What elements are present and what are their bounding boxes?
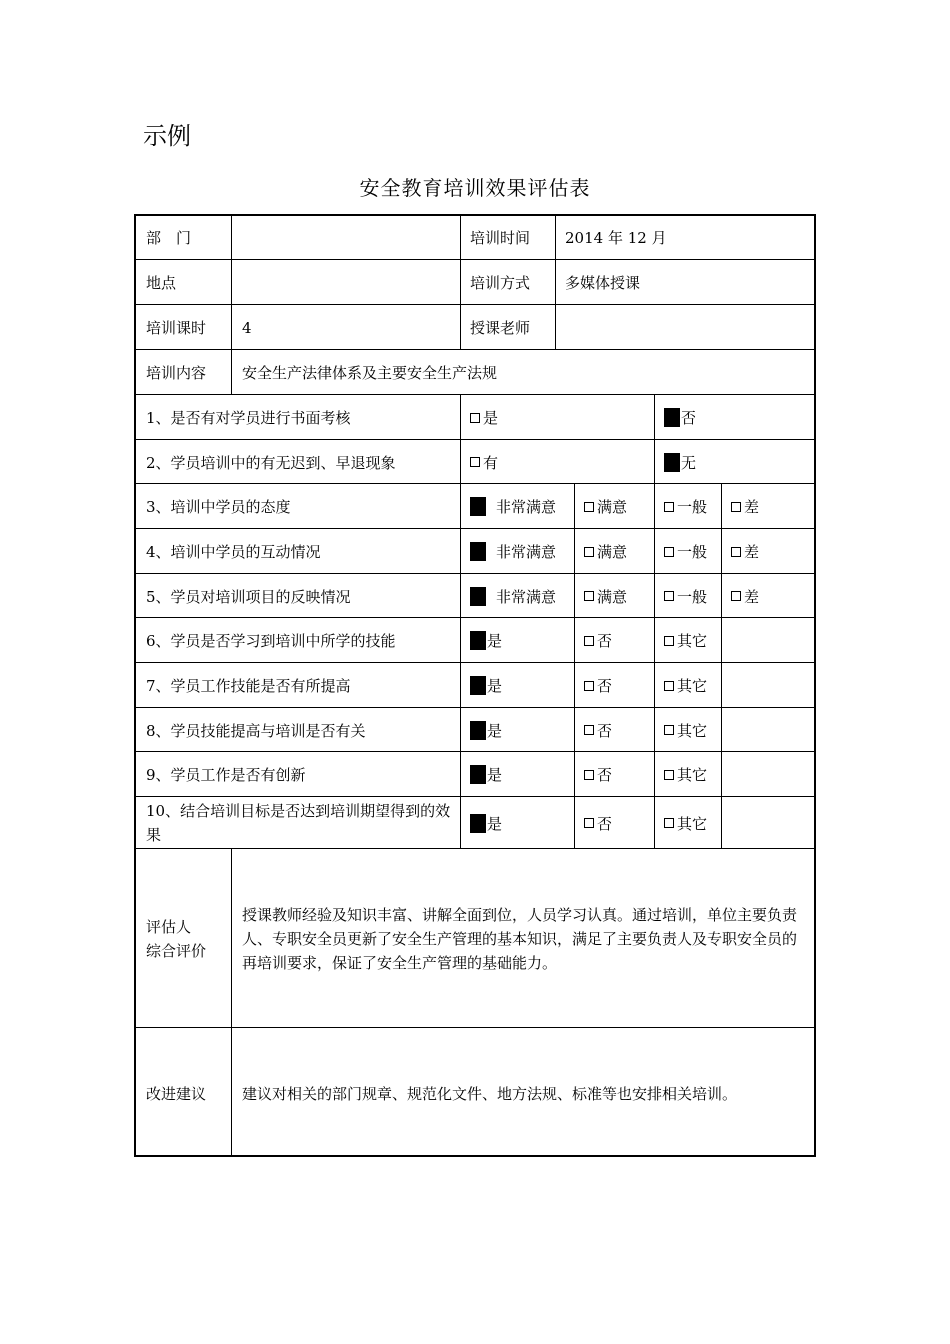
- checked-box-icon: [470, 542, 486, 561]
- hours-label: 培训课时: [146, 319, 207, 337]
- page-heading: 示例: [143, 122, 191, 150]
- checkbox-icon: [664, 591, 674, 601]
- checked-box-icon: [470, 721, 486, 740]
- time-value: 2014 年 12 月: [565, 229, 667, 247]
- checked-box-icon: [470, 765, 486, 784]
- content-value: 安全生产法律体系及主要安全生产法规: [242, 364, 498, 382]
- q10-option-3[interactable]: 其它: [664, 798, 707, 848]
- question-10-text: 10、结合培训目标是否达到培训期望得到的效果: [146, 802, 451, 844]
- checkbox-icon: [664, 502, 674, 512]
- q3-option-3[interactable]: 一般: [664, 485, 707, 528]
- checkbox-icon: [664, 770, 674, 780]
- q1-option-1[interactable]: 是: [470, 396, 498, 439]
- q9-option-1[interactable]: 是: [470, 753, 502, 796]
- q4-option-3[interactable]: 一般: [664, 530, 707, 573]
- content-label: 培训内容: [146, 364, 207, 382]
- form-title: 安全教育培训效果评估表: [359, 176, 591, 200]
- q5-option-3[interactable]: 一般: [664, 575, 707, 617]
- q10-option-2[interactable]: 否: [584, 798, 612, 848]
- time-label: 培训时间: [470, 229, 531, 247]
- hours-value: 4: [242, 318, 252, 337]
- checkbox-icon: [584, 725, 594, 735]
- checkbox-icon: [584, 681, 594, 691]
- q7-option-1[interactable]: 是: [470, 664, 502, 707]
- checkbox-icon: [664, 681, 674, 691]
- question-7-text: 7、学员工作技能是否有所提高: [146, 677, 351, 695]
- q4-option-4[interactable]: 差: [731, 530, 759, 573]
- question-1-text: 1、是否有对学员进行书面考核: [146, 409, 351, 427]
- checkbox-icon: [664, 818, 674, 828]
- checkbox-icon: [664, 547, 674, 557]
- checkbox-icon: [731, 547, 741, 557]
- q3-option-4[interactable]: 差: [731, 485, 759, 528]
- q6-option-3[interactable]: 其它: [664, 619, 707, 662]
- q8-option-2[interactable]: 否: [584, 709, 612, 751]
- checkbox-icon: [731, 502, 741, 512]
- checkbox-icon: [584, 636, 594, 646]
- dept-label: 部 门: [146, 229, 192, 247]
- checkbox-icon: [664, 636, 674, 646]
- checkbox-icon: [664, 725, 674, 735]
- q4-option-1[interactable]: 非常满意: [470, 530, 556, 573]
- checked-box-icon: [664, 453, 680, 472]
- suggestion-text: 建议对相关的部门规章、规范化文件、地方法规、标准等也安排相关培训。: [242, 1084, 738, 1103]
- question-9-text: 9、学员工作是否有创新: [146, 766, 306, 784]
- teacher-label: 授课老师: [470, 319, 531, 337]
- q9-option-3[interactable]: 其它: [664, 753, 707, 796]
- method-label: 培训方式: [470, 274, 531, 292]
- question-4-text: 4、培训中学员的互动情况: [146, 543, 321, 561]
- checkbox-icon: [470, 413, 480, 423]
- question-6-text: 6、学员是否学习到培训中所学的技能: [146, 632, 396, 650]
- suggestion-label: 改进建议: [146, 1084, 207, 1103]
- checkbox-icon: [584, 591, 594, 601]
- q6-option-2[interactable]: 否: [584, 619, 612, 662]
- evaluation-label: 评估人 综合评价: [146, 917, 207, 960]
- checked-box-icon: [470, 814, 486, 833]
- checkbox-icon: [584, 547, 594, 557]
- checkbox-icon: [584, 770, 594, 780]
- question-8-text: 8、学员技能提高与培训是否有关: [146, 721, 366, 740]
- q3-option-2[interactable]: 满意: [584, 485, 627, 528]
- q8-option-3[interactable]: 其它: [664, 709, 707, 751]
- evaluation-form-table: [134, 214, 816, 1157]
- q9-option-2[interactable]: 否: [584, 753, 612, 796]
- checked-box-icon: [664, 408, 680, 427]
- q7-option-2[interactable]: 否: [584, 664, 612, 707]
- checked-box-icon: [470, 587, 486, 606]
- q1-option-2[interactable]: 否: [664, 396, 696, 439]
- evaluation-text: 授课教师经验及知识丰富、讲解全面到位，人员学习认真。通过培训，单位主要负责人、专职安全员更新了安全生产管理的基本知识，满足了主要负责人及专职安全员的再培训要求，保证了安全生产管理的基础能力。: [242, 905, 798, 972]
- question-2-text: 2、学员培训中的有无迟到、早退现象: [146, 453, 396, 472]
- place-label: 地点: [146, 274, 177, 292]
- checked-box-icon: [470, 631, 486, 650]
- q4-option-2[interactable]: 满意: [584, 530, 627, 573]
- q10-option-1[interactable]: 是: [470, 798, 502, 848]
- question-5-text: 5、学员对培训项目的反映情况: [146, 587, 351, 606]
- q6-option-1[interactable]: 是: [470, 619, 502, 662]
- q5-option-2[interactable]: 满意: [584, 575, 627, 617]
- q5-option-4[interactable]: 差: [731, 575, 759, 617]
- q2-option-2[interactable]: 无: [664, 441, 696, 483]
- checkbox-icon: [470, 457, 480, 467]
- checkbox-icon: [584, 502, 594, 512]
- q8-option-1[interactable]: 是: [470, 709, 502, 751]
- question-3-text: 3、培训中学员的态度: [146, 498, 291, 516]
- q5-option-1[interactable]: 非常满意: [470, 575, 556, 617]
- checkbox-icon: [731, 591, 741, 601]
- method-value: 多媒体授课: [565, 274, 641, 292]
- checkbox-icon: [584, 818, 594, 828]
- checked-box-icon: [470, 497, 486, 516]
- q3-option-1[interactable]: 非常满意: [470, 485, 556, 528]
- checked-box-icon: [470, 676, 486, 695]
- q2-option-1[interactable]: 有: [470, 441, 498, 483]
- q7-option-3[interactable]: 其它: [664, 664, 707, 707]
